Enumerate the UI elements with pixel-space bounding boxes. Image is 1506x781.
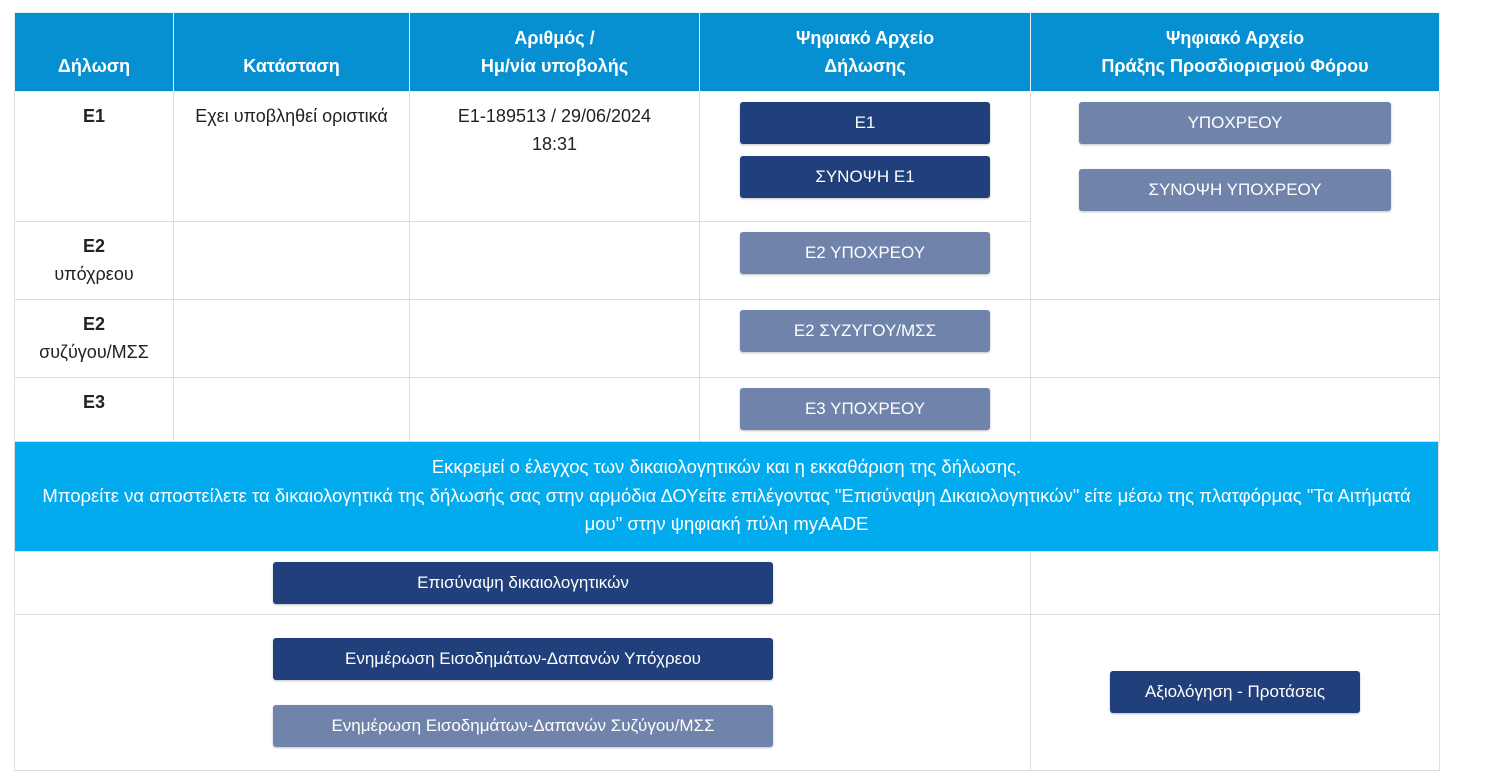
update-spouse-button[interactable]: Ενημέρωση Εισοδημάτων-Δαπανών Συζύγου/ΜΣΣ xyxy=(273,705,773,747)
table-row-e1 xyxy=(15,92,1440,222)
digital-file-cell xyxy=(700,222,1031,300)
tax-assessment-cell xyxy=(1031,378,1440,442)
pending-review-notice xyxy=(14,442,1439,551)
status-cell xyxy=(174,300,410,378)
notice-line-1: Εκκρεμεί ο έλεγχος των δικαιολογητικών και η εκκαθάριση της δήλωσης. xyxy=(431,456,1022,477)
update-obligor-button[interactable]: Ενημέρωση Εισοδημάτων-Δαπανών Υπόχρεου xyxy=(273,638,773,680)
header-digital-file: Ψηφιακό Αρχείο Δήλωσης xyxy=(700,13,1031,92)
header-status: Κατάσταση xyxy=(174,13,410,92)
table-header-row xyxy=(15,13,1440,92)
update-row xyxy=(15,614,1440,770)
tax-assessment-cell xyxy=(1031,92,1440,300)
e2-spouse-button[interactable]: Ε2 ΣΥΖΥΓΟΥ/ΜΣΣ xyxy=(740,310,990,352)
actions-table xyxy=(14,551,1440,771)
number-date-cell xyxy=(410,92,700,222)
attach-documents-button[interactable]: Επισύναψη δικαιολογητικών xyxy=(273,562,773,604)
declaration-label: Ε2 xyxy=(82,314,106,334)
number-date-cell xyxy=(410,300,700,378)
feedback-cell xyxy=(1031,614,1440,770)
declaration-label: Ε3 xyxy=(82,392,106,412)
declaration-cell xyxy=(15,92,174,222)
declaration-cell xyxy=(15,378,174,442)
submission-number: Ε1-189513 / 29/06/2024 xyxy=(457,106,652,126)
declarations-panel xyxy=(14,12,1439,771)
declarations-table xyxy=(14,12,1440,442)
tax-assessment-cell xyxy=(1031,300,1440,378)
update-cell xyxy=(15,614,1031,770)
status-cell xyxy=(174,378,410,442)
e1-summary-button[interactable]: ΣΥΝΟΨΗ Ε1 xyxy=(740,156,990,198)
header-tax-assessment-file: Ψηφιακό Αρχείο Πράξης Προσδιορισμού Φόρου xyxy=(1031,13,1440,92)
status-cell xyxy=(174,222,410,300)
declaration-sublabel: υπόχρεου xyxy=(54,264,134,284)
digital-file-cell xyxy=(700,300,1031,378)
attach-row xyxy=(15,551,1440,614)
obligor-assessment-button[interactable]: ΥΠΟΧΡΕΟΥ xyxy=(1079,102,1391,144)
declaration-label: Ε1 xyxy=(82,106,106,126)
feedback-button[interactable]: Αξιολόγηση - Προτάσεις xyxy=(1110,671,1360,713)
obligor-summary-button[interactable]: ΣΥΝΟΨΗ ΥΠΟΧΡΕΟΥ xyxy=(1079,169,1391,211)
status-text: Εχει υποβληθεί οριστικά xyxy=(195,106,388,126)
declaration-label: Ε2 xyxy=(82,236,106,256)
empty-cell xyxy=(1031,551,1440,614)
number-date-cell xyxy=(410,378,700,442)
submission-time: 18:31 xyxy=(531,134,578,154)
header-number-date: Αριθμός / Ημ/νία υποβολής xyxy=(410,13,700,92)
declaration-sublabel: συζύγου/ΜΣΣ xyxy=(39,342,149,362)
table-row-e2-spouse xyxy=(15,300,1440,378)
digital-file-cell xyxy=(700,378,1031,442)
declaration-cell xyxy=(15,300,174,378)
status-cell xyxy=(174,92,410,222)
declaration-cell xyxy=(15,222,174,300)
e1-button[interactable]: Ε1 xyxy=(740,102,990,144)
e3-obligor-button[interactable]: Ε3 ΥΠΟΧΡΕΟΥ xyxy=(740,388,990,430)
table-row-e3 xyxy=(15,378,1440,442)
header-declaration: Δήλωση xyxy=(15,13,174,92)
attach-cell xyxy=(15,551,1031,614)
number-date-cell xyxy=(410,222,700,300)
notice-line-2: Μπορείτε να αποστείλετε τα δικαιολογητικά της δήλωσής σας στην αρμόδια ΔΟΥείτε επιλέγοντας "Επισύναψη Δικαιολογητικών" είτε μέσω της πλατφόρμας "Τα Αιτήματά μου" στην ψηφιακή πύλη myAADE xyxy=(42,484,1411,534)
e2-obligor-button[interactable]: Ε2 ΥΠΟΧΡΕΟΥ xyxy=(740,232,990,274)
digital-file-cell xyxy=(700,92,1031,222)
